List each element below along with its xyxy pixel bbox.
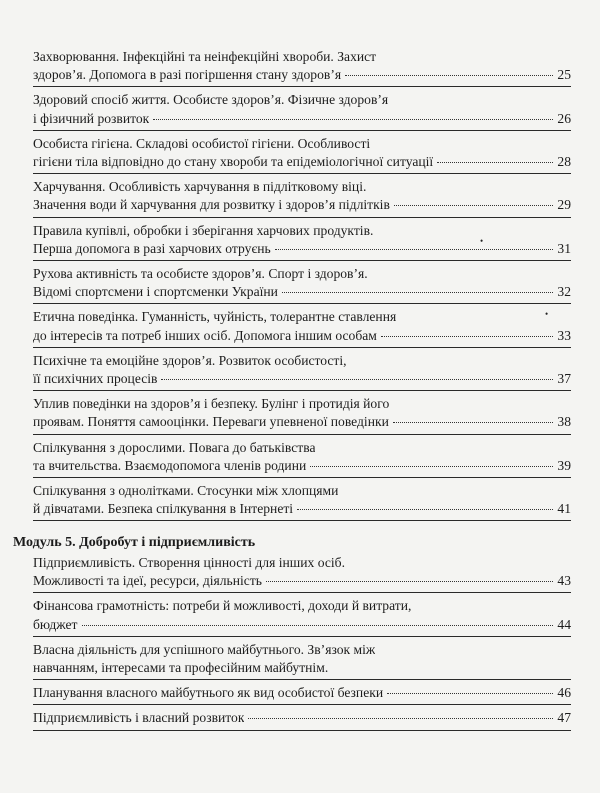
toc-entry-text: Харчування. Особливість харчування в підлітковому віці. [33, 179, 367, 195]
toc-entry-line [33, 135, 571, 153]
toc-page-number: 44 [557, 616, 571, 632]
toc-entry-line [33, 572, 571, 590]
toc-entry-line [33, 110, 571, 128]
toc-entry-line [33, 178, 571, 196]
leader-dots [437, 161, 553, 163]
leader-dots [297, 508, 553, 510]
toc-entry-line [33, 370, 571, 388]
toc-entry-line [33, 616, 571, 634]
leader-dots [248, 717, 553, 719]
toc-entry-line [33, 641, 571, 659]
toc-entry-line [33, 48, 571, 66]
leader-dots [345, 74, 553, 76]
toc-entry [33, 391, 571, 434]
toc-page-number: 29 [557, 197, 571, 213]
toc-entry [33, 131, 571, 174]
toc-page-number: 46 [557, 685, 571, 701]
toc-entry-text: проявам. Поняття самооцінки. Переваги упевненої поведінки [33, 414, 389, 430]
leader-dots [387, 692, 553, 694]
toc-entry-line [33, 283, 571, 301]
toc-entry [33, 261, 571, 304]
toc-entry [33, 304, 571, 347]
toc-entry-line [33, 500, 571, 518]
toc-section-health [33, 44, 571, 521]
toc-page-number: 47 [557, 710, 571, 726]
leader-dots [381, 335, 554, 337]
toc-entry-text: Психічне та емоційне здоров’я. Розвиток особистості, [33, 352, 347, 368]
toc-entry-text: до інтересів та потреб інших осіб. Допомога іншим особам [33, 327, 377, 343]
toc-entry [33, 218, 571, 261]
toc-page-number: 28 [557, 154, 571, 170]
toc-page-number: 37 [557, 371, 571, 387]
toc-entry-text: Фінансова грамотність: потреби й можливості, доходи й витрати, [33, 598, 412, 614]
toc-entry-line [33, 554, 571, 572]
toc-entry-line [33, 327, 571, 345]
toc-entry-text: Значення води й харчування для розвитку і здоров’я підлітків [33, 197, 390, 213]
toc-entry-text: Підприємливість. Створення цінності для інших осіб. [33, 555, 345, 570]
toc-entry-text: і фізичний розвиток [33, 110, 150, 126]
print-mark: • [480, 236, 484, 246]
toc-entry-line [33, 66, 571, 84]
toc-entry-text: й дівчатами. Безпека спілкування в Інтернеті [33, 501, 294, 517]
toc-entry-line [33, 153, 571, 171]
toc-entry-text: гігієни тіла відповідно до стану хвороби та епідеміологічної ситуації [33, 154, 434, 170]
toc-entry-text: навчанням, інтересами та професійним майбутнім. [33, 660, 329, 676]
leader-dots [310, 465, 553, 467]
toc-entry [33, 593, 571, 636]
toc-entry-line [33, 222, 571, 240]
toc-entry-line [33, 457, 571, 475]
toc-entry-line [33, 395, 571, 413]
toc-entry-text: Правила купівлі, обробки і зберігання харчових продуктів. [33, 222, 374, 238]
toc-entry [33, 705, 571, 730]
print-mark: • [545, 309, 549, 319]
toc-page-number: 43 [557, 573, 571, 589]
toc-entry-text: Захворювання. Інфекційні та неінфекційні хвороби. Захист [33, 49, 377, 64]
toc-entry [33, 348, 571, 391]
toc-entry-text: здоров’я. Допомога в разі погіршення стану здоров’я [33, 67, 342, 83]
toc-page-number: 38 [557, 414, 571, 430]
toc-entry-line [33, 413, 571, 431]
toc-entry-line [33, 91, 571, 109]
toc-entry-line [33, 439, 571, 457]
toc-entry-text: Підприємливість і власний розвиток [33, 710, 245, 726]
toc-entry-line [33, 265, 571, 283]
toc-entry-text: та вчительства. Взаємодопомога членів родини [33, 457, 307, 473]
toc-entry-line [33, 352, 571, 370]
toc-entry-text: Перша допомога в разі харчових отруєнь [33, 240, 271, 256]
toc-entry-text: Етична поведінка. Гуманність, чуйність, толерантне ставлення [33, 309, 397, 325]
toc-page-number: 41 [557, 501, 571, 517]
toc-entry-text: Власна діяльність для успішного майбутнього. Зв’язок між [33, 641, 376, 657]
toc-entry-line [33, 196, 571, 214]
toc-entry-text: Відомі спортсмени і спортсменки України [33, 284, 278, 300]
leader-dots [82, 624, 554, 626]
toc-section-module-5 [33, 550, 571, 731]
toc-entry-text: Особиста гігієна. Складові особистої гігієни. Особливості [33, 135, 371, 151]
toc-entry [33, 637, 571, 680]
toc-entry [33, 174, 571, 217]
toc-page-number: 26 [557, 110, 571, 126]
leader-dots [161, 378, 553, 380]
leader-dots [282, 291, 553, 293]
toc-entry-line [33, 240, 571, 258]
toc-entry [33, 87, 571, 130]
toc-entry-text: Можливості та ідеї, ресурси, діяльність [33, 573, 262, 589]
module-5-title: Модуль 5. Добробут і підприємливість [13, 535, 256, 550]
toc-entry-line [33, 709, 571, 727]
leader-dots [393, 421, 554, 423]
toc-entry-text: Спілкування з дорослими. Повага до батьківства [33, 439, 316, 455]
toc-entry [33, 435, 571, 478]
toc-entry-text: Планування власного майбутнього як вид особистої безпеки [33, 685, 384, 701]
toc-entry [33, 478, 571, 521]
toc-entry-line [33, 684, 571, 702]
leader-dots [394, 204, 554, 206]
toc-entry [33, 44, 571, 87]
leader-dots [266, 580, 553, 582]
toc-entry-text: її психічних процесів [33, 371, 158, 387]
toc-entry-line [33, 659, 571, 677]
leader-dots [275, 248, 554, 250]
toc-entry-line [33, 482, 571, 500]
toc-entry-text: бюджет [33, 616, 78, 632]
toc-page-number: 32 [557, 284, 571, 300]
toc-entry-text: Уплив поведінки на здоров’я і безпеку. Булінг і протидія його [33, 396, 390, 412]
toc-page-number: 25 [557, 67, 571, 83]
toc-entry-line [33, 597, 571, 615]
leader-dots [153, 118, 553, 120]
toc-page-number: 31 [557, 240, 571, 256]
toc-entry-text: Рухова активність та особисте здоров’я. Спорт і здоров’я. [33, 266, 368, 282]
toc-entry-text: Здоровий спосіб життя. Особисте здоров’я. Фізичне здоров’я [33, 92, 389, 108]
toc-entry [33, 680, 571, 705]
toc-entry [33, 550, 571, 593]
toc-entry-text: Спілкування з однолітками. Стосунки між хлопцями [33, 483, 339, 499]
toc-entry-line [33, 308, 571, 326]
toc-page-number: 39 [557, 457, 571, 473]
toc-page-number: 33 [557, 327, 571, 343]
